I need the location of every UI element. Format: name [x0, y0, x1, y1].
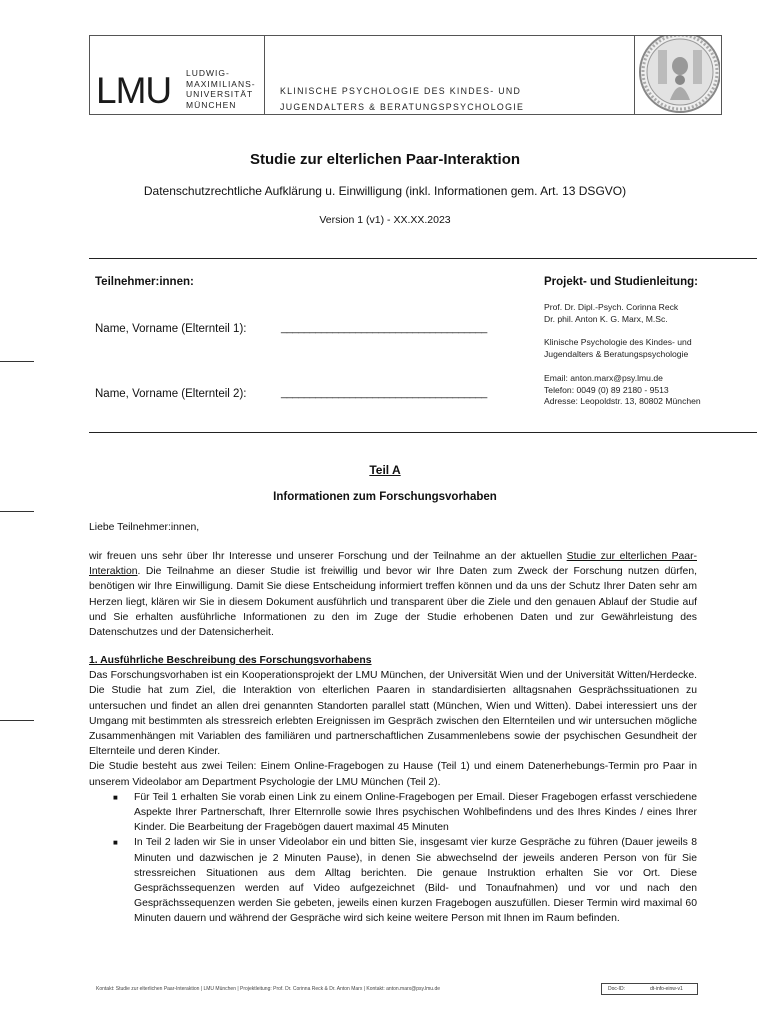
parent2-label: Name, Vorname (Elternteil 2): — [95, 388, 247, 400]
leadership-contact — [544, 373, 701, 408]
participants-heading: Teilnehmer:innen: — [95, 276, 194, 288]
university-name: LUDWIG- MAXIMILIANS- UNIVERSITÄT MÜNCHEN — [186, 68, 256, 110]
contact-phone: Telefon: 0049 (0) 89 2180 - 9513 — [544, 384, 669, 395]
parent1-label: Name, Vorname (Elternteil 1): — [95, 323, 247, 335]
part-a-title: Teil A — [369, 463, 401, 477]
margin-mark — [0, 361, 34, 362]
department-line-1: KLINISCHE PSYCHOLOGIE DES KINDES- UND — [280, 86, 522, 96]
contact-email[interactable]: Email: anton.marx@psy.lmu.de — [544, 373, 663, 383]
leadership-heading: Projekt- und Studienleitung: — [544, 276, 698, 288]
bullet-icon: ■ — [113, 792, 118, 802]
parent2-name-field[interactable]: ____________________________________ — [281, 387, 487, 399]
contact-address: Adresse: Leopoldstr. 13, 80802 München — [544, 396, 701, 407]
document-subtitle: Datenschutzrechtliche Aufklärung u. Einwilligung (inkl. Informationen gem. Art. 13 DSGVO) — [143, 184, 627, 198]
department-header — [264, 35, 636, 115]
part-a-heading: Informationen zum Forschungsvorhaben — [273, 491, 497, 503]
lmu-wordmark: LMU — [96, 70, 172, 111]
divider-top — [89, 258, 757, 259]
divider-bottom — [89, 432, 757, 433]
intro-paragraph: wir freuen uns sehr über Ihr Interesse und unserer Forschung und der Teilnahme an der aktuellen Studie zur elterlichen Paar-Interaktion. Die Teilnahme an dieser Studie ist freiwillig und bevor wir Ihre Daten zum Zweck der Forschung nutzen dürfen, benötigen wir Ihre Einwilligung. Damit Sie diese Entscheidung informiert treffen können und da uns der Schutz Ihrer Daten sehr am Herzen liegt, klären wir Sie in diesem Dokument ausführlich und transparent über die Ziele und den genauen Ablauf der Studie auf und Sie erhalten ausführliche Informationen zu den im Zuge der Studie erhobenen Daten und zur Gewährleistung des Datenschutzes und der Datensicherheit. — [89, 551, 697, 639]
document-version: Version 1 (v1) - XX.XX.2023 — [319, 214, 451, 226]
greeting: Liebe Teilnehmer:innen, — [89, 522, 200, 533]
doc-id-label: Doc-ID: — [608, 986, 625, 992]
leadership-department: Klinische Psychologie des Kindes- und Jugendalters & Beratungspsychologie — [544, 337, 692, 359]
university-seal — [634, 35, 722, 115]
list-item: ■ In Teil 2 laden wir Sie in unser Videolabor ein und bitten Sie, insgesamt vier kurze Gespräche zu führen (Dauer jeweils 8 Minuten und dazwischen je 2 Minuten Pause), in denen Sie abwechselnd der jeweils anderen Person von für Sie stressreichen Situationen aus dem Alltag berichten. Die genaue Instruktion erhalten Sie vor Ort. Diese Gesprächssequenzen werden auf Video aufgezeichnet (Bild- und Tonaufnahmen) und vor und nach den Gesprächssequenzen werden Sie gebeten, jeweils einen kurzen Fragebogen auszufüllen. Dieser Termin wird maximal 60 Minuten dauern und während der Gespräche wird sich keine weitere Person mit Ihnen im Raum befinden. — [113, 837, 697, 925]
leadership-names: Prof. Dr. Dipl.-Psych. Corinna Reck Dr. phil. Anton K. G. Marx, M.Sc. — [544, 302, 679, 324]
seal-icon — [636, 36, 720, 114]
doc-id-box — [601, 983, 698, 995]
parent1-name-field[interactable]: ____________________________________ — [281, 322, 487, 334]
section-1-heading: 1. Ausführliche Beschreibung des Forschungsvorhabens — [89, 655, 372, 666]
lmu-logo — [89, 35, 266, 115]
study-name-underlined: Studie zur elterlichen Paar-Interaktion — [89, 551, 697, 578]
margin-mark — [0, 511, 34, 512]
page-footer: Kontakt: Studie zur elterlichen Paar-Interaktion | LMU München | Projektleitung: Prof. Dr. Corinna Reck & Dr. Anton Marx | Kontakt: anton.marx@psy.lmu.de — [96, 986, 441, 992]
section-1 — [89, 653, 697, 927]
section-1-paragraph-2: Die Studie besteht aus zwei Teilen: Einem Online-Fragebogen zu Hause (Teil 1) und einem Datenerhebungs-Termin pro Paar in unserem Videolabor am Department Psychologie der LMU München (Teil 2). — [89, 761, 697, 788]
department-line-2: JUGENDALTERS & BERATUNGSPSYCHOLOGIE — [280, 102, 525, 112]
document-title: Studie zur elterlichen Paar-Interaktion — [249, 151, 521, 168]
doc-id-value: dt-info-einw-v1 — [650, 986, 683, 992]
margin-mark — [0, 720, 34, 721]
section-1-paragraph-1: Das Forschungsvorhaben ist ein Kooperationsprojekt der LMU München, der Universität Wien und der Universität Witten/Herdecke. Die Studie hat zum Ziel, die Interaktion von elterlichen Paaren in standardisierten alltagsnahen Gesprächssituationen zu untersuchen und findet an allen drei genannten Standorten parallel statt (München, Wien und Witten). Dabei interessiert uns der Umgang mit bestimmten als stressreich erlebten Ereignissen im Gespräch zwischen den Elternteilen und wir untersuchen mögliche Zusammenhängen mit Variablen des familiären und partnerschaftlichen Zusammenlebens sowie der psychischen Gesundheit der Elternteile und deren Kinder. — [89, 670, 697, 758]
list-item: ■ Für Teil 1 erhalten Sie vorab einen Link zu einem Online-Fragebogen per Email. Dieser Fragebogen erfasst verschiedene Aspekte Ihrer Partnerschaft, Ihrer Elternrolle sowie Ihres psychischen Wohlbefindens und des Ihres Kindes / eines Ihrer Kinder. Die Bearbeitung der Fragebögen dauert maximal 45 Minuten — [113, 791, 697, 834]
bullet-icon: ■ — [113, 838, 118, 848]
